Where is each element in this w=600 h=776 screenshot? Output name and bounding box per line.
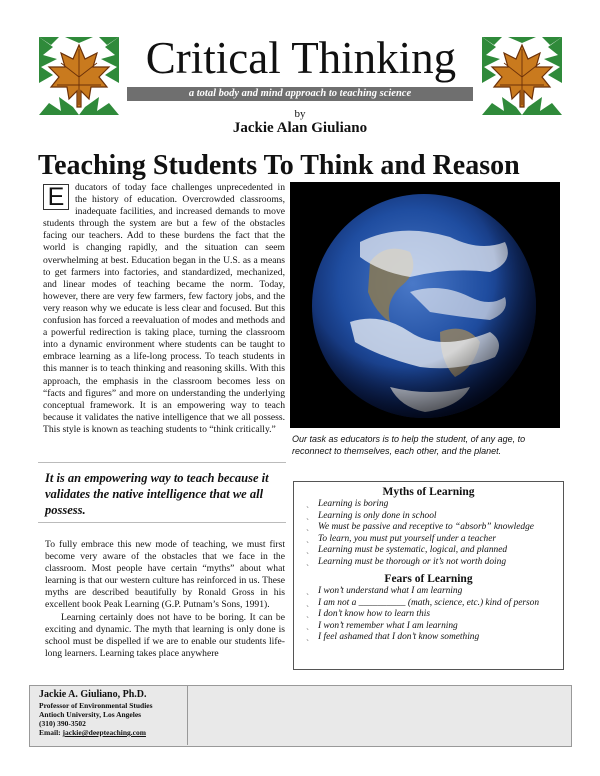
list-item: ˏ I feel ashamed that I don’t know something — [306, 632, 480, 642]
body-text — [45, 539, 285, 660]
myths-of-learning-box — [293, 481, 564, 670]
email-label: Email: — [39, 728, 61, 737]
body-paragraph: To fully embrace this new mode of teaching, we must first become very aware of the obstacles that we face in the classroom. Most people have certain “myths” about what learning is that our western culture has reinforced in us. These myths are described beautifully by Ronald Gross in his excellent book Peak Learning (G.P. Putnam’s Sons, 1991). — [45, 539, 285, 611]
earth-globe-graphic — [290, 182, 560, 428]
byline-by: by — [294, 108, 306, 120]
article-headline: Teaching Students To Think and Reason — [38, 150, 520, 181]
contact-org: Antioch University, Los Angeles — [39, 710, 142, 719]
earth-globe-image — [290, 182, 560, 428]
maple-leaf-icon — [482, 37, 562, 115]
tagline-bar: a total body and mind approach to teaching science — [127, 87, 473, 101]
list-item: ˏ Learning must be thorough or it’s not worth doing — [306, 556, 507, 567]
maple-leaf-icon — [39, 37, 119, 115]
list-item: ˏ I won’t understand what I am learning — [306, 586, 463, 596]
drop-cap: E — [43, 184, 69, 210]
myths-heading: Myths of Learning — [382, 486, 475, 498]
list-item: ˏ We must be passive and receptive to “absorb” knowledge — [306, 522, 534, 532]
footer-divider — [187, 686, 188, 745]
list-item: ˏ Learning is boring — [306, 499, 389, 509]
myths-list — [294, 499, 563, 568]
masthead-title: Critical Thinking — [145, 33, 457, 83]
intro-paragraph: ducators of today face challenges unprecedented in the history of education. Overcrowded classrooms, inadequate facilities, and increased demands to move students through the system are but a few of the obstacles facing our teachers. Add to these burdens the fact that the world is changing rapidly, and the situation can seem overwhelming at best. Education began in the U.S. as a means to get farmers into factories, and standardized, mechanized, and linear modes of teaching became the norm. Today, however, there are very few farmers, few factory jobs, and the very reason why we educate is less clear and focused. But this confusion has forced a reevaluation of modes and methods and a powerful redirection is taking place, turning the classroom into a dynamic environment where students can be taught to embrace learning as a life-long process. To teach students in this manner is to teach thinking and reasoning skills. With this approach, the emphasis in the classroom becomes less on “facts and figures” and more on understanding the underlying conceptual framework. It is an empowering way to teach because it validates the native intelligence that we all possess. This style is known as teaching students to “think critically.” — [43, 182, 285, 435]
author-name: Jackie Alan Giuliano — [232, 120, 368, 136]
list-item: ˏ I won’t remember what I am learning — [306, 620, 458, 631]
list-item: ˏ I don’t know how to learn this — [306, 609, 430, 619]
contact-email-line — [39, 728, 187, 737]
contact-title: Professor of Environmental Studies — [39, 701, 153, 710]
list-item: ˏ To learn, you must put yourself under a teacher — [306, 533, 497, 544]
list-item: ˏ I am not a __________ (math, science, etc.) kind of person — [306, 597, 540, 608]
contact-name: Jackie A. Giuliano, Ph.D. — [39, 689, 147, 700]
intro-text — [43, 182, 285, 436]
fears-heading: Fears of Learning — [384, 573, 473, 585]
photo-caption: Our task as educators is to help the student, of any age, to reconnect to themselves, each other, and the planet. — [292, 434, 526, 456]
maple-leaf-icon-left-graphic — [39, 37, 119, 115]
list-item: ˏ Learning is only done in school — [306, 510, 437, 521]
list-item: ˏ Learning must be systematic, logical, and planned — [306, 545, 508, 555]
maple-leaf-icon-right-graphic — [482, 37, 562, 115]
pull-quote: It is an empowering way to teach because it validates the native intelligence that we all possess. — [45, 471, 269, 517]
email-link[interactable]: jackie@deepteaching.com — [62, 728, 146, 737]
divider — [38, 462, 286, 463]
body-paragraph: Learning certainly does not have to be boring. It can be exciting and dynamic. The myth that learning is only done is school must be dispelled if we are to enable our students life-long learners. Learning takes place anywhere — [45, 611, 285, 659]
contact-phone: (310) 390-3502 — [39, 719, 86, 728]
divider — [38, 522, 286, 523]
footer-contact-info — [39, 689, 187, 737]
fears-list — [294, 586, 563, 644]
